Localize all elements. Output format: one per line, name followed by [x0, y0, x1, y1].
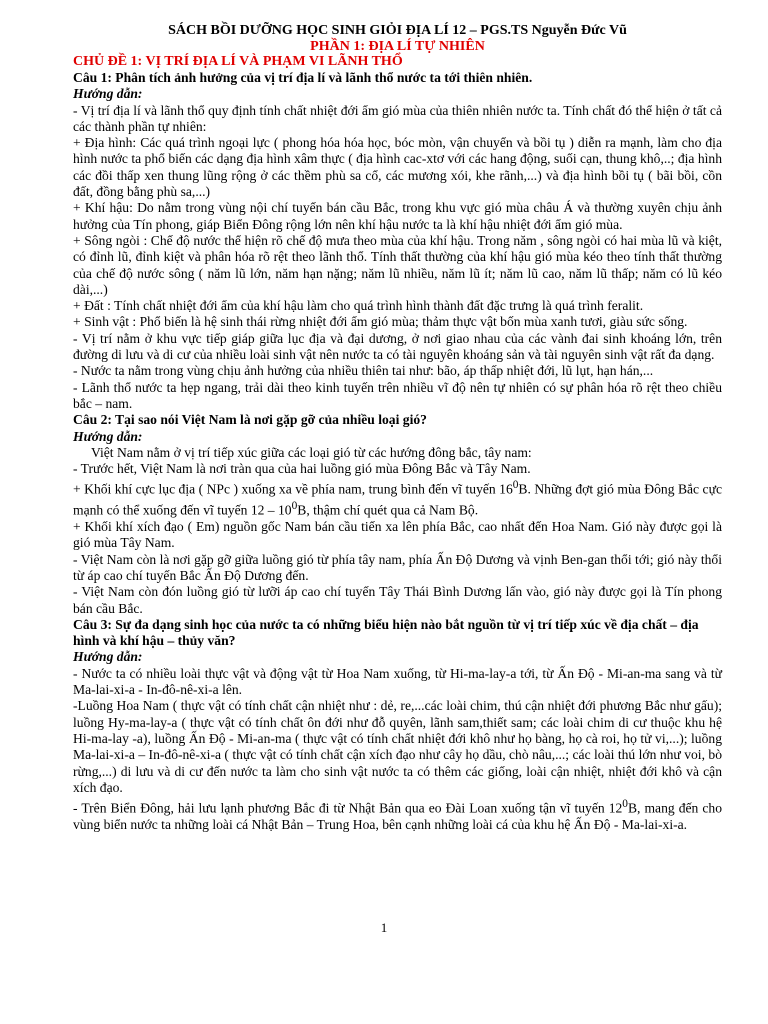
q2-paragraph: + Khối khí xích đạo ( Em) nguồn gốc Nam bán cầu tiến xa lên phía Bắc, cao nhất đến Hoa Nam. Gió này được gọi là gió mùa Tây Nam. [73, 519, 722, 551]
q1-paragraph: + Sinh vật : Phổ biến là hệ sinh thái rừng nhiệt đới ẩm gió mùa; thảm thực vật bốn mùa xanh tươi, giàu sức sống. [73, 314, 688, 330]
q1-paragraph: + Địa hình: Các quá trình ngoại lực ( phong hóa hóa học, bóc mòn, vận chuyển và bồi tụ ) diễn ra mạnh, làm cho địa hình nước ta phổ biến các dạng địa hình xâm thực ( địa hình cac-xtơ với các hang động, suối cạn, thung khô,..; địa hình các đồi thấp xen thung lũng rộng ở các thềm phù sa cổ, các mương xói, khe rãnh,...) và địa hình bồi tụ ( bãi bồi, cồn đất, đồng bằng phù sa,...) [73, 135, 722, 200]
q1-paragraph: + Sông ngòi : Chế độ nước thể hiện rõ chế độ mưa theo mùa của khí hậu. Trong năm , sông ngòi có hai mùa lũ và kiệt, có đỉnh lũ, đỉnh kiệt và phân hóa rõ rệt theo lãnh thổ. Tính thất thường của khí hậu gió mùa kéo theo tính thất thường của chế độ nước sông ( năm lũ lớn, năm hạn nặng; năm lũ nhiều, năm lũ ít; năm lũ cao, năm lũ thấp; năm có lũ kéo dài,...) [73, 232, 722, 297]
q3-paragraph: -Luồng Hoa Nam ( thực vật có tính chất cận nhiệt như : dẻ, re,...các loài chim, thú cận nhiệt đới phương Bắc như gấu); luồng Hy-ma-lay-a ( thực vật có tính chất ôn đới như đỗ quyên, lãnh sam,thiết sam; các loài chim di cư thuộc khu hệ Hi-ma-lay -a), luồng Ấn Độ - Mi-an-ma ( thực vật có tính chất nhiệt đới khô như họ bàng, họ cà roi, họ tử vi,...); luồng Ma-lai-xi-a – In-đô-nê-xi-a ( thực vật có tính chất cận xích đạo như cây họ dầu, chò nâu,...; các loài thú lớn như voi, bò rừng,...) di lưu và di cư đến nước ta làm cho sinh vật nước ta có thêm các giống, loài cận nhiệt, nhiệt đới khô và cận xích đạo. [73, 698, 722, 795]
q3-paragraph-sea-current [73, 796, 722, 833]
q1-paragraph: - Nước ta nằm trong vùng chịu ảnh hưởng của nhiều thiên tai như: bão, áp thấp nhiệt đới, lũ lụt, hạn hán,... [73, 363, 654, 379]
topic-title: CHỦ ĐỀ 1: VỊ TRÍ ĐỊA LÍ VÀ PHẠM VI LÃNH THỔ [73, 54, 403, 69]
q1-paragraph: + Khí hậu: Do nằm trong vùng nội chí tuyến bán cầu Bắc, trong khu vực gió mùa châu Á và thường xuyên chịu ảnh hưởng của Tín phong, giáp Biển Đông rộng lớn nên khí hậu nước ta là khí hậu nhiệt đới ẩm gió mùa. [73, 200, 722, 232]
degree-mark: 0 [622, 798, 628, 811]
q3-text: - Trên Biển Đông, hải lưu lạnh phương Bắc đi từ Nhật Bản qua eo Đài Loan xuống tận vĩ tuyến 12 [73, 800, 623, 816]
page-number: 1 [380, 920, 388, 935]
q2-text: + Khối khí cực lục địa ( NPc ) xuống xa về phía nam, trung bình đến vĩ tuyến 16 [73, 481, 513, 497]
q1-paragraph: - Vị trí nằm ở khu vực tiếp giáp giữa lục địa và đại dương, ở nơi giao nhau của các vành đai sinh khoáng lớn, trên đường di lưu và di cư của nhiều loài sinh vật nên nước ta có tài nguyên khoáng sản và tài nguyên sinh vật rất đa dạng. [73, 330, 722, 363]
question-1-title: Câu 1: Phân tích ảnh hưởng của vị trí địa lí và lãnh thổ nước ta tới thiên nhiên. [73, 70, 533, 85]
q1-paragraph: - Lãnh thổ nước ta hẹp ngang, trải dài theo kinh tuyến trên nhiều vĩ độ nên tự nhiên có sự phân hóa rõ rệt theo chiều bắc – nam. [73, 379, 722, 411]
part-title: PHẦN 1: ĐỊA LÍ TỰ NHIÊN [310, 39, 485, 54]
question-3-guide-label: Hướng dẫn: [73, 649, 143, 665]
question-1-guide-label: Hướng dẫn: [73, 86, 143, 102]
q2-paragraph: - Việt Nam còn là nơi gặp gỡ giữa luồng gió từ phía tây nam, phía Ấn Độ Dương và vịnh Ben-gan thổi tới; gió này thổi từ áp cao chí tuyến Bắc Ấn Độ Dương đến. [73, 551, 722, 583]
question-2-title: Câu 2: Tại sao nói Việt Nam là nơi gặp gỡ của nhiều loại gió? [73, 412, 427, 428]
q1-paragraph: - Vị trí địa lí và lãnh thổ quy định tính chất nhiệt đới ẩm gió mùa của thiên nhiên nước ta. Tính chất đó thể hiện ở tất cả các thành phần tự nhiên: [73, 102, 722, 134]
question-2-guide-label: Hướng dẫn: [73, 428, 143, 444]
q1-paragraph: + Đất : Tính chất nhiệt đới ẩm của khí hậu làm cho quá trình hình thành đất đặc trưng là quá trình feralit. [73, 298, 644, 314]
q3-paragraph: - Nước ta có nhiều loài thực vật và động vật từ Hoa Nam xuống, từ Hi-ma-lay-a tới, từ Ấn Độ - Mi-an-ma sang và từ Ma-lai-xi-a - In-đô-nê-xi-a lên. [73, 665, 722, 698]
q2-paragraph: - Việt Nam còn đón luồng gió từ lưỡi áp cao chí tuyến Tây Thái Bình Dương lấn vào, gió này được gọi là Tín phong bán cầu Bắc. [73, 584, 722, 616]
degree-mark: 0 [291, 500, 298, 513]
q2-paragraph: - Trước hết, Việt Nam là nơi tràn qua của hai luồng gió mùa Đông Bắc và Tây Nam. [73, 461, 531, 477]
degree-mark: 0 [512, 479, 519, 492]
question-3-title: Câu 3: Sự đa dạng sinh học của nước ta có những biểu hiện nào bắt nguồn từ vị trí tiếp xúc về địa chất – địa hình và khí hậu – thủy văn? [73, 616, 699, 649]
q3-text: B, mang đến cho vùng biển nước ta những loài cá Nhật Bản – Trung Hoa, bên cạnh những loài cá của khu hệ Ấn Độ - Ma-lai-xi-a. [73, 800, 722, 832]
q2-text: B. Những đợt gió mùa Đông Bắc cực mạnh có thể xuống đến vĩ tuyến 12 – 10 [73, 481, 722, 518]
q2-paragraph-cold-air [73, 477, 722, 519]
book-title: SÁCH BỒI DƯỠNG HỌC SINH GIỎI ĐỊA LÍ 12 – PGS.TS Nguyễn Đức Vũ [168, 23, 627, 38]
q2-text: B, thậm chí quét qua cả Nam Bộ. [297, 502, 479, 518]
q2-intro: Việt Nam nằm ở vị trí tiếp xúc giữa các loại gió từ các hướng đông bắc, tây nam: [91, 444, 532, 460]
